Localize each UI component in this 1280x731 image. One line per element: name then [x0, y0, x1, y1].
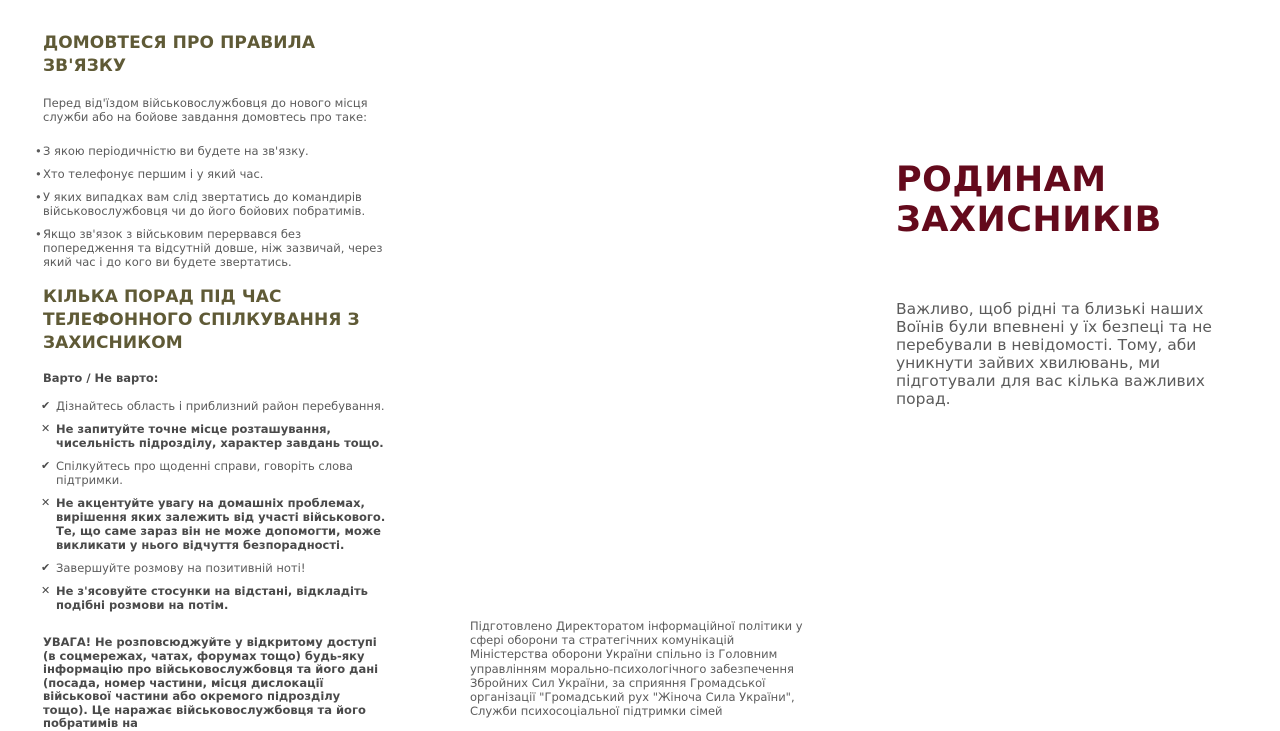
list-item: • Хто телефонує першим і у який час.: [35, 167, 264, 181]
cross-icon: ✕: [41, 496, 51, 509]
credits-paragraph: Підготовлено Директоратом інформаційної політики у сфері оборони та стратегічних комунікацій Міністерства оборони України спільно із Головним управлінням морально-психологічного забезпечення Збройних Сил України, за сприяння Громадської організації "Громадський рух "Жіноча Сила України", Служби психосоціальної підтримки сімей: [470, 619, 803, 719]
cross-icon: ✕: [41, 584, 51, 597]
intro-paragraph: Перед від'їздом військовослужбовця до нового місця служби або на бойове завдання домовтесь про таке:: [43, 96, 368, 124]
tip-dont: ✕ Не запитуйте точне місце розташування, чисельність підрозділу, характер завдань тощо.: [41, 422, 384, 450]
warning-paragraph: УВАГА! Не розповсюджуйте у відкритому доступі (в соцмережах, чатах, форумах тощо) будь-яку інформацію про військовослужбовця та його дані (посада, номер частини, місця дислокації військової частини або окремого підрозділу тощо). Це наражає військовослужбовця та його побратимів на: [43, 635, 379, 730]
bullet-icon: •: [35, 144, 42, 158]
agreement-list: [35, 144, 388, 269]
left-column: [35, 30, 388, 731]
tip-do: ✔ Дізнайтесь область і приблизний район перебування.: [41, 399, 385, 413]
tips-list: [43, 399, 388, 612]
list-item: • У яких випадках вам слід звертатись до командирів військовослужбовця чи до його бойових побратимів.: [35, 190, 366, 218]
cover-title-line2: ЗАХИСНИКІВ: [896, 200, 1162, 240]
check-icon: ✔: [41, 561, 51, 574]
bullet-icon: •: [35, 190, 42, 204]
bullet-icon: •: [35, 227, 42, 241]
heading-communication-rules: ДОМОВТЕСЯ ПРО ПРАВИЛА ЗВ'ЯЗКУ: [43, 33, 316, 76]
tip-do: ✔ Завершуйте розмову на позитивній ноті!: [41, 561, 306, 575]
list-item: • З якою періодичністю ви будете на зв'язку.: [35, 144, 309, 158]
tip-dont: ✕ Не акцентуйте увагу на домашніх проблемах, вирішення яких залежить від участі військового. Те, що саме зараз він не може допомогти, може викликати у нього відчуття безпорадності.: [41, 496, 386, 552]
tip-dont: ✕ Не з'ясовуйте стосунки на відстані, відкладіть подібні розмови на потім.: [41, 584, 368, 612]
list-item: • Якщо зв'язок з військовим перервався без попередження та відсутній довше, ніж зазвичай, через який час і до кого ви будете звертатись.: [35, 227, 383, 269]
bullet-icon: •: [35, 167, 42, 181]
cover-title: [896, 160, 1241, 240]
right-column: [896, 160, 1241, 408]
cover-lead-paragraph: Важливо, щоб рідні та близькі наших Воїнів були впевнені у їх безпеці та не перебували в невідомості. Тому, аби уникнути зайвих хвилювань, ми підготували для вас кілька важливих порад.: [896, 300, 1212, 408]
do-dont-subheading: Варто / Не варто:: [43, 371, 159, 385]
check-icon: ✔: [41, 459, 51, 472]
check-icon: ✔: [41, 399, 51, 412]
cross-icon: ✕: [41, 422, 51, 435]
cover-title-line1: РОДИНАМ: [896, 160, 1107, 200]
tip-do: ✔ Спілкуйтесь про щоденні справи, говоріть слова підтримки.: [41, 459, 353, 487]
heading-phone-tips: КІЛЬКА ПОРАД ПІД ЧАС ТЕЛЕФОННОГО СПІЛКУВАННЯ З ЗАХИСНИКОМ: [43, 287, 360, 353]
